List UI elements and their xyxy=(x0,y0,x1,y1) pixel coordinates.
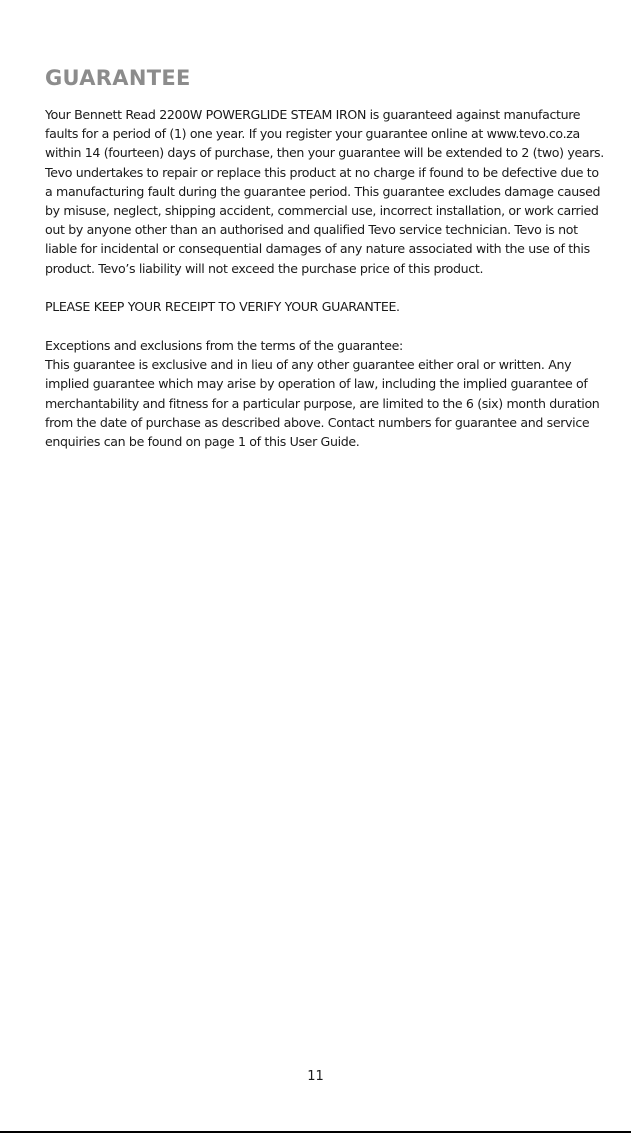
guarantee-paragraph: Your Bennett Read 2200W POWERGLIDE STEAM IRON is guaranteed against manufacture faults for a period of (1) one year. If you register your guarantee online at www.tevo.co.za within 14 (fourteen) days of purchase, then your guarantee will be extended to 2 (two) years. Tevo undertakes to repair or replace this product at no charge if found to be defective due to a manufacturing fault during the guarantee period. This guarantee excludes damage caused by misuse, neglect, shipping accident, commercial use, incorrect installation, or work carried out by anyone other than an authorised and qualified Tevo service technician. Tevo is not liable for incidental or consequential damages of any nature associated with the use of this product. Tevo’s liability will not exceed the purchase price of this product. xyxy=(45,107,604,276)
page-title: GUARANTEE xyxy=(45,66,191,90)
guarantee-body xyxy=(45,105,605,451)
footer-divider xyxy=(0,1131,631,1133)
exceptions-paragraph: This guarantee is exclusive and in lieu of any other guarantee either oral or written. Any implied guarantee which may arise by operation of law, including the implied guarantee of merchantability and fitness for a particular purpose, are limited to the 6 (six) month duration from the date of purchase as described above. Contact numbers for guarantee and service enquiries can be found on page 1 of this User Guide. xyxy=(45,357,600,450)
exceptions-intro: Exceptions and exclusions from the terms of the guarantee: xyxy=(45,338,403,354)
page-number: 11 xyxy=(307,1069,324,1084)
receipt-notice: PLEASE KEEP YOUR RECEIPT TO VERIFY YOUR GUARANTEE. xyxy=(45,299,400,315)
